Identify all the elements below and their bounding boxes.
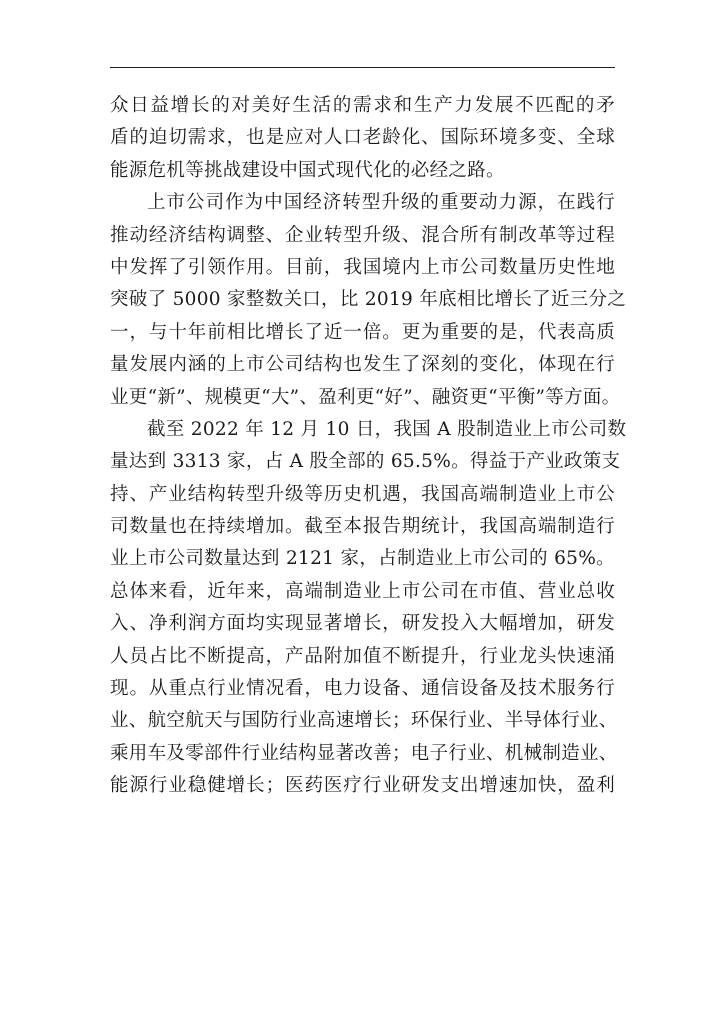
text-line: 业、航空航天与国防行业高速增长；环保行业、半导体行业、 bbox=[110, 710, 618, 732]
text-line: 入、净利润方面均实现显著增长，研发投入大幅增加，研发 bbox=[110, 613, 615, 635]
text-line: 总体来看，近年来，高端制造业上市公司在市值、营业总收 bbox=[110, 580, 615, 602]
text-line: 推动经济结构调整、企业转型升级、混合所有制改革等过程 bbox=[110, 224, 615, 246]
text-line: 现。从重点行业情况看，电力设备、通信设备及技术服务行 bbox=[110, 678, 615, 700]
text-line: 盾的迫切需求，也是应对人口老龄化、国际环境多变、全球 bbox=[110, 127, 615, 149]
text-line: 量发展内涵的上市公司结构也发生了深刻的变化，体现在行 bbox=[110, 354, 615, 376]
text-line: 能源行业稳健增长；医药医疗行业研发支出增速加快，盈利 bbox=[110, 775, 615, 797]
header-rule bbox=[110, 67, 615, 68]
text-line: 业上市公司数量达到 2121 家，占制造业上市公司的 65%。 bbox=[110, 548, 615, 570]
text-line: 业更“新”、规模更“大”、盈利更“好”、融资更“平衡”等方面。 bbox=[110, 386, 621, 408]
text-line: 中发挥了引领作用。目前，我国境内上市公司数量历史性地 bbox=[110, 256, 615, 278]
text-line: 人员占比不断提高，产品附加值不断提升，行业龙头快速涌 bbox=[110, 645, 615, 667]
body-text bbox=[110, 90, 627, 803]
text-line: 能源危机等挑战建设中国式现代化的必经之路。 bbox=[110, 159, 505, 181]
paragraph-first-line: 截至 2022 年 12 月 10 日，我国 A 股制造业上市公司数 bbox=[147, 418, 627, 440]
text-line: 司数量也在持续增加。截至本报告期统计，我国高端制造行 bbox=[110, 516, 615, 538]
text-line: 一，与十年前相比增长了近一倍。更为重要的是，代表高质 bbox=[110, 321, 615, 343]
text-line: 突破了 5000 家整数关口，比 2019 年底相比增长了近三分之 bbox=[110, 289, 627, 311]
text-line: 持、产业结构转型升级等历史机遇，我国高端制造业上市公 bbox=[110, 483, 615, 505]
text-line: 量达到 3313 家，占 A 股全部的 65.5%。得益于产业政策支 bbox=[110, 451, 621, 473]
paragraph-first-line: 上市公司作为中国经济转型升级的重要动力源，在践行 bbox=[147, 192, 615, 214]
text-line: 乘用车及零部件行业结构显著改善；电子行业、机械制造业、 bbox=[110, 742, 618, 764]
text-line: 众日益增长的对美好生活的需求和生产力发展不匹配的矛 bbox=[110, 95, 615, 116]
